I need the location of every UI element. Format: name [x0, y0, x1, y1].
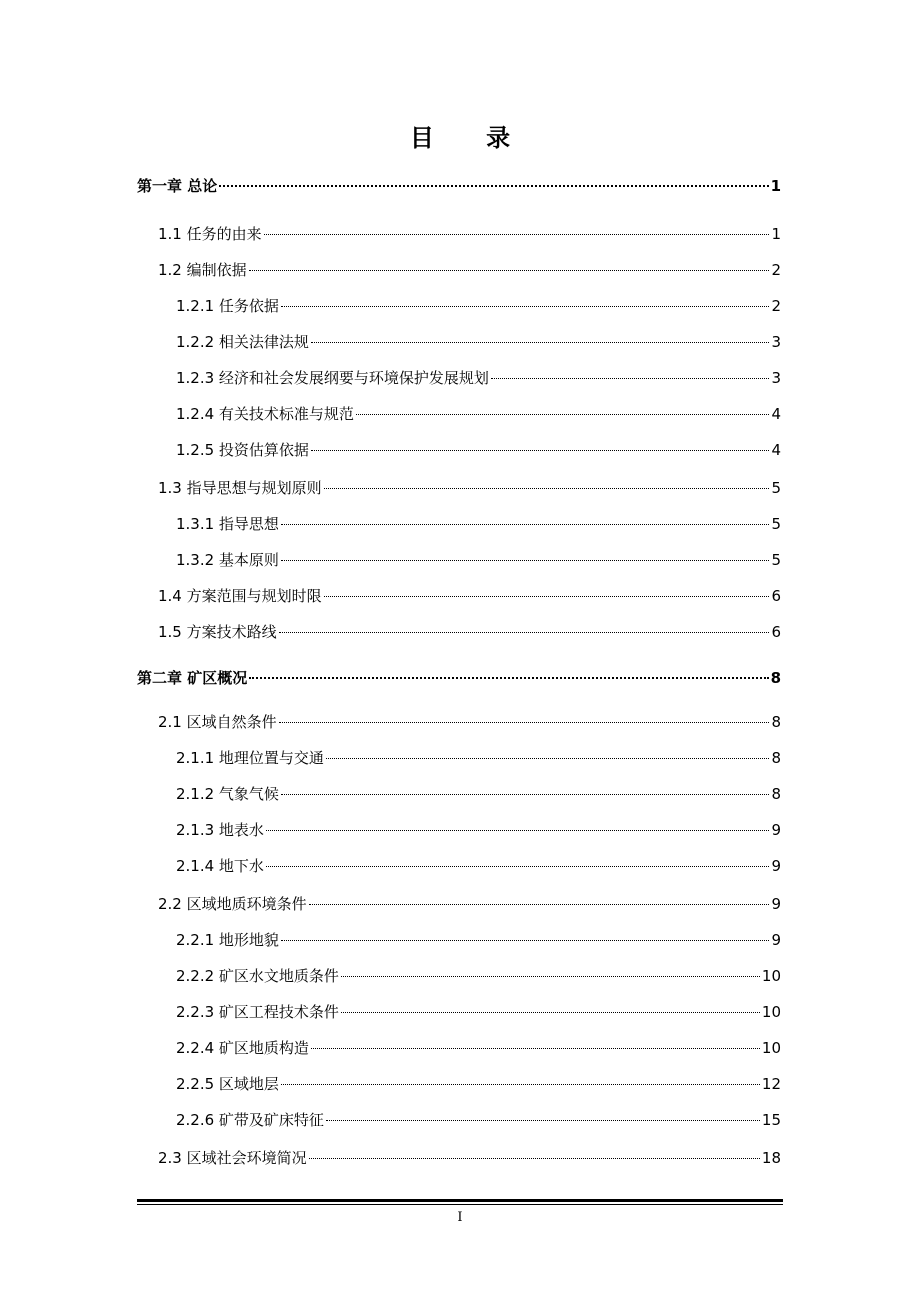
footer-page-number: I: [457, 1210, 463, 1225]
toc-entry-page: 5: [771, 479, 781, 497]
dot-leader: [326, 757, 770, 759]
toc-entry-page: 5: [771, 551, 781, 569]
toc-entry[interactable]: [176, 1002, 781, 1022]
toc-entry-label: 2.2 区域地质环境条件: [158, 895, 307, 913]
toc-entry-label: 2.2.2 矿区水文地质条件: [176, 967, 339, 985]
toc-chapter-entry[interactable]: [137, 668, 781, 688]
dot-leader: [281, 939, 770, 941]
toc-entry[interactable]: [176, 856, 781, 876]
toc-entry-label: 2.1.4 地下水: [176, 857, 264, 875]
dot-leader: [356, 413, 770, 415]
toc-entry[interactable]: [176, 1110, 781, 1130]
toc-entry-label: 1.2 编制依据: [158, 261, 247, 279]
toc-entry-page: 1: [770, 177, 781, 195]
toc-chapter-entry[interactable]: [137, 176, 781, 196]
page-title: 目 录: [409, 124, 533, 152]
dot-leader: [311, 449, 770, 451]
toc-entry-label: 1.5 方案技术路线: [158, 623, 277, 641]
toc-entry[interactable]: [158, 712, 781, 732]
toc-entry[interactable]: [176, 296, 781, 316]
dot-leader: [264, 233, 770, 235]
dot-leader: [341, 1011, 760, 1013]
toc-entry-page: 9: [771, 857, 781, 875]
dot-leader: [266, 829, 770, 831]
dot-leader: [281, 523, 770, 525]
toc-entry-page: 18: [761, 1149, 781, 1167]
toc-entry-page: 4: [771, 405, 781, 423]
toc-entry-label: 1.3 指导思想与规划原则: [158, 479, 322, 497]
toc-entry[interactable]: [176, 440, 781, 460]
dot-leader: [281, 793, 770, 795]
toc-entry-label: 2.2.5 区域地层: [176, 1075, 279, 1093]
toc-entry[interactable]: [176, 930, 781, 950]
toc-entry-page: 10: [761, 1039, 781, 1057]
dot-leader: [249, 676, 768, 679]
dot-leader: [324, 595, 770, 597]
toc-entry-label: 1.2.4 有关技术标准与规范: [176, 405, 354, 423]
toc-entry-page: 2: [771, 261, 781, 279]
dot-leader: [281, 1083, 760, 1085]
toc-entry-label: 1.3.2 基本原则: [176, 551, 279, 569]
toc-entry[interactable]: [158, 894, 781, 914]
toc-entry[interactable]: [158, 260, 781, 280]
toc-entry[interactable]: [158, 224, 781, 244]
dot-leader: [219, 184, 768, 187]
dot-leader: [311, 1047, 760, 1049]
toc-entry[interactable]: [176, 966, 781, 986]
toc-entry[interactable]: [176, 550, 781, 570]
toc-entry-page: 5: [771, 515, 781, 533]
dot-leader: [279, 721, 770, 723]
dot-leader: [281, 559, 770, 561]
toc-entry-label: 1.2.3 经济和社会发展纲要与环境保护发展规划: [176, 369, 489, 387]
dot-leader: [309, 1157, 760, 1159]
toc-entry-page: 12: [761, 1075, 781, 1093]
toc-entry-page: 8: [770, 669, 781, 687]
toc-entry-page: 3: [771, 369, 781, 387]
toc-entry-label: 1.2.2 相关法律法规: [176, 333, 309, 351]
toc-entry-label: 2.2.3 矿区工程技术条件: [176, 1003, 339, 1021]
toc-entry-label: 2.2.6 矿带及矿床特征: [176, 1111, 324, 1129]
footer-rule: [137, 1199, 783, 1202]
toc-entry[interactable]: [158, 1148, 781, 1168]
dot-leader: [341, 975, 760, 977]
toc-entry-label: 2.1 区域自然条件: [158, 713, 277, 731]
toc-entry[interactable]: [176, 748, 781, 768]
toc-entry-page: 8: [771, 713, 781, 731]
toc-entry[interactable]: [176, 1038, 781, 1058]
toc-entry-label: 2.3 区域社会环境简况: [158, 1149, 307, 1167]
footer-rule-thin: [137, 1204, 783, 1205]
toc-entry-page: 9: [771, 931, 781, 949]
toc-entry-page: 6: [771, 623, 781, 641]
toc-entry-page: 9: [771, 821, 781, 839]
toc-entry-label: 1.3.1 指导思想: [176, 515, 279, 533]
toc-entry-page: 3: [771, 333, 781, 351]
toc-entry-label: 1.4 方案范围与规划时限: [158, 587, 322, 605]
toc-entry-page: 15: [761, 1111, 781, 1129]
toc-entry[interactable]: [176, 404, 781, 424]
toc-entry-page: 9: [771, 895, 781, 913]
toc-entry-label: 2.2.1 地形地貌: [176, 931, 279, 949]
toc-entry-label: 2.1.3 地表水: [176, 821, 264, 839]
dot-leader: [311, 341, 770, 343]
toc-entry[interactable]: [158, 586, 781, 606]
toc-entry-page: 8: [771, 749, 781, 767]
toc-entry-label: 1.1 任务的由来: [158, 225, 262, 243]
toc-entry-label: 1.2.1 任务依据: [176, 297, 279, 315]
toc-entry-label: 2.1.2 气象气候: [176, 785, 279, 803]
dot-leader: [326, 1119, 760, 1121]
dot-leader: [279, 631, 770, 633]
toc-entry-page: 1: [771, 225, 781, 243]
toc-entry-label: 1.2.5 投资估算依据: [176, 441, 309, 459]
dot-leader: [309, 903, 770, 905]
dot-leader: [324, 487, 770, 489]
dot-leader: [249, 269, 770, 271]
toc-entry-label: 第一章 总论: [137, 177, 218, 195]
toc-entry-page: 4: [771, 441, 781, 459]
toc-entry[interactable]: [176, 514, 781, 534]
toc-entry[interactable]: [158, 478, 781, 498]
toc-entry[interactable]: [176, 784, 781, 804]
toc-entry[interactable]: [176, 368, 781, 388]
dot-leader: [491, 377, 770, 379]
toc-entry[interactable]: [158, 622, 781, 642]
toc-entry-page: 8: [771, 785, 781, 803]
toc-entry[interactable]: [176, 820, 781, 840]
dot-leader: [266, 865, 770, 867]
dot-leader: [281, 305, 770, 307]
toc-entry-label: 第二章 矿区概况: [137, 669, 248, 687]
toc-entry-page: 10: [761, 1003, 781, 1021]
toc-entry-page: 6: [771, 587, 781, 605]
toc-entry-page: 10: [761, 967, 781, 985]
toc-entry[interactable]: [176, 332, 781, 352]
toc-entry-page: 2: [771, 297, 781, 315]
toc-entry-label: 2.1.1 地理位置与交通: [176, 749, 324, 767]
toc-entry-label: 2.2.4 矿区地质构造: [176, 1039, 309, 1057]
toc-entry[interactable]: [176, 1074, 781, 1094]
